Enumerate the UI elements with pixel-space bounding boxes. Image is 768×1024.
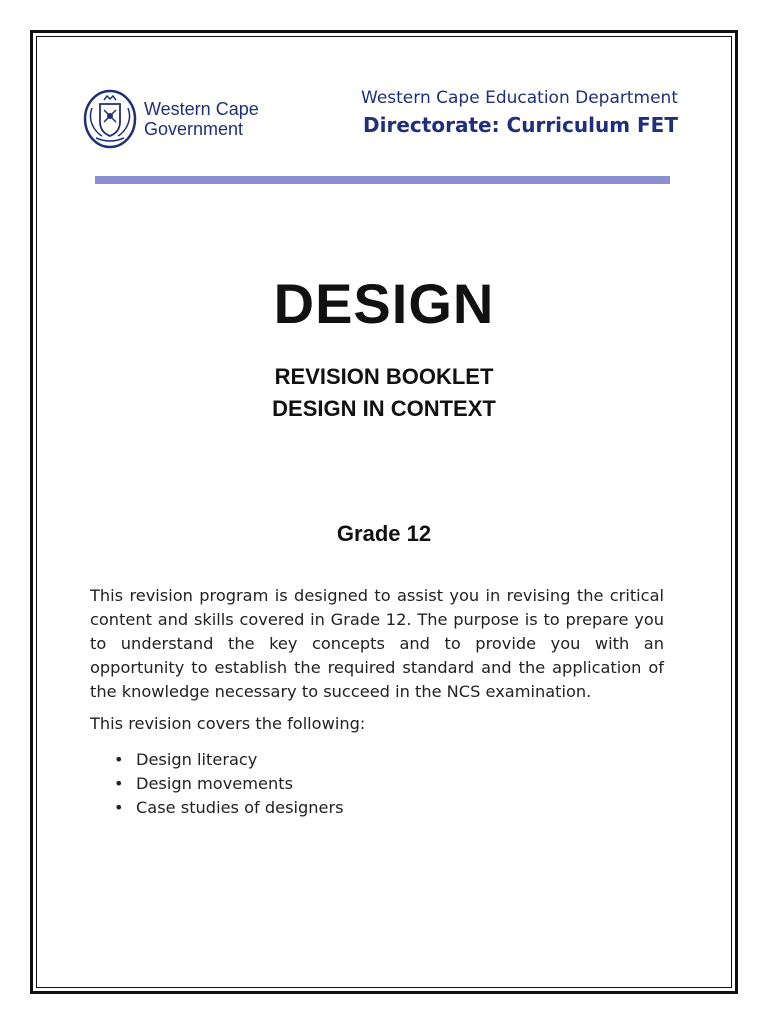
topic-list (90, 748, 344, 820)
list-item (90, 772, 344, 796)
list-item (90, 748, 344, 772)
coat-of-arms-icon (82, 88, 138, 150)
logo-wordmark (144, 99, 259, 139)
bullet-icon: • (114, 798, 124, 817)
department-heading (361, 86, 678, 140)
logo-line-1: Western Cape (144, 99, 259, 119)
topic-label: Case studies of designers (136, 798, 344, 817)
covers-heading: This revision covers the following: (90, 714, 366, 733)
bullet-icon: • (114, 750, 124, 769)
list-item (90, 796, 344, 820)
subtitle-line-2: DESIGN IN CONTEXT (272, 396, 496, 421)
header-divider (95, 176, 670, 184)
logo-line-2: Government (144, 119, 244, 139)
government-logo (82, 88, 259, 150)
bullet-icon: • (114, 774, 124, 793)
department-name: Western Cape Education Department (361, 88, 678, 108)
topic-label: Design movements (136, 774, 294, 793)
intro-paragraph: This revision program is designed to assist you in revising the critical content and skills covered in Grade 12. The purpose is to prepare you to understand the key concepts and to provide you with an opportunity to establish the required standard and the application of the knowledge necessary to succeed in the NCS examination. (90, 586, 664, 701)
topic-label: Design literacy (136, 750, 258, 769)
document-title: DESIGN (273, 272, 495, 335)
subtitle-line-1: REVISION BOOKLET (274, 364, 494, 389)
grade-heading: Grade 12 (336, 521, 432, 546)
directorate-name: Directorate: Curriculum FET (363, 113, 678, 137)
